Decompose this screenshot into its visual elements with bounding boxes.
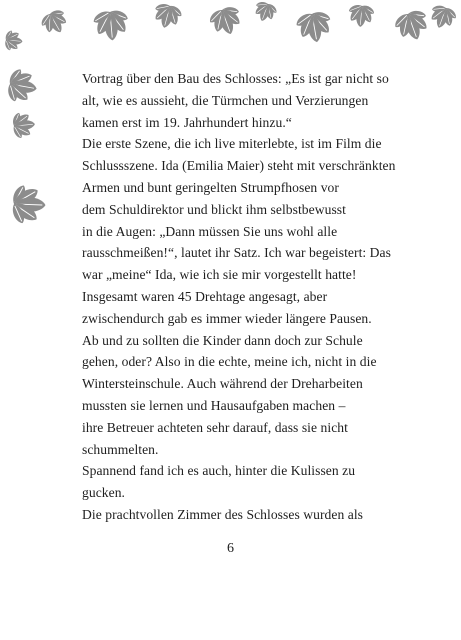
chestnut-leaf-icon: [150, 0, 185, 32]
text-line: Die erste Szene, die ich live miterlebte, ist im Film die: [82, 136, 382, 152]
text-line: schummelten.: [82, 441, 159, 457]
text-line: dem Schuldirektor und blickt ihm selbstbewusst: [82, 201, 346, 217]
text-line: gucken.: [82, 485, 126, 501]
chestnut-leaf-icon: [10, 110, 36, 140]
chestnut-leaf-icon: [293, 7, 336, 45]
text-line: Ab und zu sollten die Kinder dann doch zur Schule: [82, 332, 363, 348]
chestnut-leaf-icon: [9, 183, 46, 226]
chestnut-leaf-icon: [205, 1, 247, 40]
chestnut-leaf-icon: [251, 0, 280, 25]
text-line: Wintersteinschule. Auch während der Dreharbeiten: [82, 376, 363, 392]
chestnut-leaf-icon: [3, 66, 39, 107]
chestnut-leaf-icon: [426, 1, 460, 33]
chestnut-leaf-icon: [3, 29, 24, 52]
text-line: gehen, oder? Also in die echte, meine ich, nicht in die: [82, 354, 377, 370]
text-line: Vortrag über den Bau des Schlosses: „Es ist gar nicht so: [82, 71, 389, 86]
text-line: alt, wie es aussieht, die Türmchen und Verzierungen: [82, 92, 369, 108]
text-line: Insgesamt waren 45 Drehtage angesagt, aber: [82, 288, 328, 304]
text-line: Armen und bunt geringelten Strumpfhosen vor: [82, 179, 339, 195]
text-line: rausschmeißen!“, lautet ihr Satz. Ich war begeistert: Das: [82, 245, 391, 261]
body-text: [82, 68, 402, 526]
text-line: kamen erst im 19. Jahrhundert hinzu.“: [82, 114, 292, 130]
text-line: mussten sie lernen und Hausaufgaben machen –: [82, 397, 346, 413]
text-line: Die prachtvollen Zimmer des Schlosses wurden als: [82, 506, 364, 522]
chestnut-leaf-icon: [390, 4, 434, 45]
chestnut-leaf-icon: [346, 2, 376, 28]
text-line: war „meine“ Ida, wie ich sie mir vorgestellt hatte!: [82, 267, 357, 283]
page-number: 6: [227, 541, 234, 556]
text-line: Spannend fand ich es auch, hinter die Kulissen zu: [82, 463, 356, 479]
text-line: in die Augen: „Dann müssen Sie uns wohl alle: [82, 223, 338, 239]
text-line: ihre Betreuer achteten sehr darauf, dass sie nicht: [82, 419, 348, 435]
text-line: Schlussszene. Ida (Emilia Maier) steht mit verschränkten: [82, 158, 396, 174]
text-line: zwischendurch gab es immer wieder längere Pausen.: [82, 310, 372, 326]
chestnut-leaf-icon: [37, 5, 73, 40]
chestnut-leaf-icon: [91, 7, 132, 42]
